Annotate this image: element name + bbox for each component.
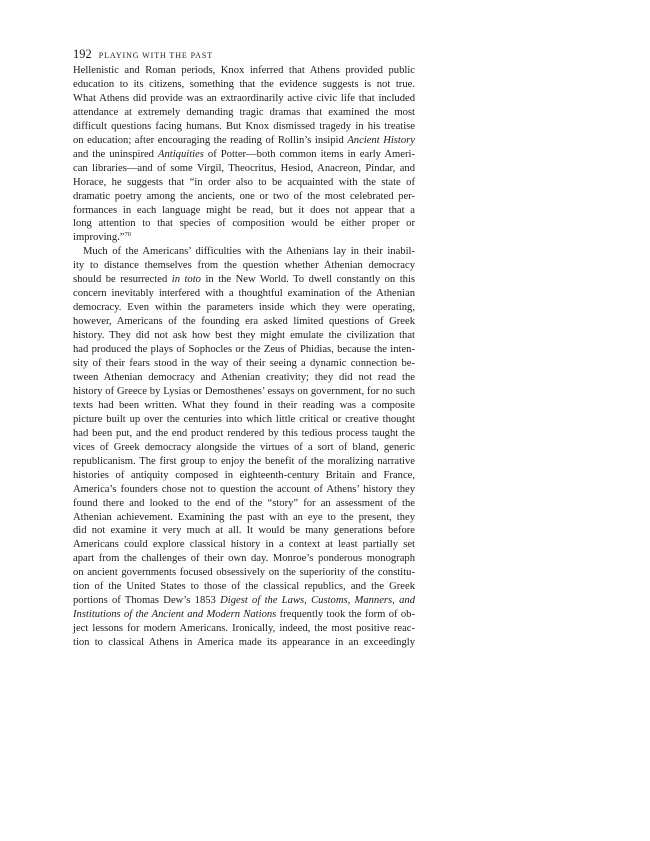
text-line xyxy=(73,148,415,162)
italic-text: Ancient History xyxy=(347,134,415,146)
text-line xyxy=(73,483,415,497)
text-run: history. They did not ask how best they might emulate the civilization that xyxy=(73,330,415,342)
text-run: tion to classical Athens in America made its appearance in an exceedingly xyxy=(73,637,415,649)
text-run: had been put, and the end product rendered by this tedious process taught the xyxy=(73,427,415,439)
text-run: found there and looked to the end of the “story” for an assessment of the xyxy=(73,497,415,509)
text-line xyxy=(73,231,415,245)
text-line xyxy=(73,162,415,176)
text-run: on education; after encouraging the reading of Rollin’s insipid xyxy=(73,134,348,146)
book-page xyxy=(73,44,415,650)
text-run: however, Americans of the founding era asked limited questions of Greek xyxy=(73,316,415,328)
text-line xyxy=(73,552,415,566)
text-line xyxy=(73,343,415,357)
text-line xyxy=(73,106,415,120)
text-run: portions of Thomas Dew’s 1853 xyxy=(73,595,221,607)
running-head-title: PLAYING WITH THE PAST xyxy=(98,51,213,60)
text-run: picture built up over the centuries into which little critical or creative thought xyxy=(73,413,415,425)
text-run: Athenian achievement. Examining the past with an eye to the present, they xyxy=(73,511,415,523)
text-run: texts had been written. What they found in their reading was a composite xyxy=(73,399,415,411)
text-line xyxy=(73,176,415,190)
text-run: tion of the United States to those of the classical republics, and the Greek xyxy=(73,581,415,593)
italic-text: Institutions of the Ancient and Modern Nations xyxy=(73,609,277,621)
text-line xyxy=(73,287,415,301)
text-run: education to its citizens, something that the evidence suggests is not true. xyxy=(73,78,415,90)
text-line xyxy=(73,357,415,371)
text-line xyxy=(73,120,415,134)
text-run: tween Athenian democracy and Athenian creativity; they did not read the xyxy=(73,371,415,383)
text-line xyxy=(73,469,415,483)
text-line xyxy=(73,245,415,259)
text-run: in the New World. To dwell constantly on this xyxy=(200,274,416,286)
text-line xyxy=(73,455,415,469)
text-line xyxy=(73,511,415,525)
text-run: concern inevitably interfered with a thoughtful examination of the Athenian xyxy=(73,288,415,300)
text-run: frequently took the form of ob- xyxy=(276,609,415,621)
text-line xyxy=(73,190,415,204)
text-line xyxy=(73,204,415,218)
text-run: sity of their fears stood in the way of their seeing a dynamic connection be- xyxy=(73,358,415,370)
text-line xyxy=(73,580,415,594)
text-line xyxy=(73,622,415,636)
text-line xyxy=(73,427,415,441)
italic-text: Digest of the Laws, Customs, Manners, and xyxy=(220,595,415,607)
text-line xyxy=(73,78,415,92)
text-line xyxy=(73,524,415,538)
text-line xyxy=(73,92,415,106)
text-run: of Potter—both common items in early Ameri- xyxy=(203,148,415,160)
text-run: on ancient governments focused obsessively on the superiority of the constitu- xyxy=(73,567,415,579)
text-line xyxy=(73,566,415,580)
text-line xyxy=(73,608,415,622)
text-run: dramatic poetry among the ancients, one or two of the most celebrated per- xyxy=(73,190,415,202)
text-run: ject lessons for modern Americans. Ironically, indeed, the most positive reac- xyxy=(73,623,415,635)
text-line xyxy=(73,301,415,315)
text-line xyxy=(73,399,415,413)
text-line xyxy=(73,441,415,455)
text-run: improving.” xyxy=(73,232,125,244)
text-run: republicanism. The first group to enjoy the benefit of the moralizing narrative xyxy=(73,455,415,467)
text-line xyxy=(73,329,415,343)
body-text xyxy=(73,64,415,650)
text-line xyxy=(73,385,415,399)
italic-text: Antiquities xyxy=(158,148,204,160)
text-run: difficult questions facing humans. But Knox dismissed tragedy in his treatise xyxy=(73,120,415,132)
text-run: America’s founders chose not to question the account of Athens’ history they xyxy=(73,483,415,495)
text-run: long attention to that species of composition would be either proper or xyxy=(73,218,415,230)
text-run: ity to distance themselves from the question whether Athenian democracy xyxy=(73,260,415,272)
text-run: did not examine it very much at all. It would be many generations before xyxy=(73,525,415,537)
text-line xyxy=(73,217,415,231)
text-line xyxy=(73,497,415,511)
text-run: Much of the Americans’ difficulties with the Athenians lay in their inabil- xyxy=(83,246,415,258)
text-run: attendance at extremely demanding tragic dramas that examined the most xyxy=(73,106,415,118)
italic-text: in toto xyxy=(171,274,201,286)
text-line xyxy=(73,636,415,650)
text-line xyxy=(73,413,415,427)
text-line xyxy=(73,315,415,329)
text-run: Americans could explore classical history in a context at least partially set xyxy=(73,539,415,551)
text-run: can libraries—and of some Virgil, Theocritus, Hesiod, Anacreon, Pindar, and xyxy=(73,162,415,174)
text-line xyxy=(73,259,415,273)
text-run: history of Greece by Lysias or Demosthenes’ essays on government, for no such xyxy=(73,385,415,397)
text-run: histories of antiquity composed in eighteenth-century Britain and France, xyxy=(73,469,415,481)
text-run: Horace, he suggests that “in order also to be acquainted with the state of xyxy=(73,176,415,188)
text-run: should be resurrected xyxy=(73,274,172,286)
text-line xyxy=(73,538,415,552)
text-run: vices of Greek democracy alongside the virtues of a sort of bland, generic xyxy=(73,441,415,453)
text-run: What Athens did provide was an extraordinarily active civic life that included xyxy=(73,92,415,104)
text-run: formances in each language might be read, but it does not appear that a xyxy=(73,204,415,216)
text-run: Hellenistic and Roman periods, Knox inferred that Athens provided public xyxy=(73,65,415,76)
text-run: democracy. Even within the parameters inside which they were operating, xyxy=(73,302,415,314)
footnote-ref: 70 xyxy=(124,231,131,239)
running-head xyxy=(73,44,415,64)
text-run: and the uninspired xyxy=(73,148,158,160)
text-run: apart from the challenges of their own day. Monroe’s ponderous monograph xyxy=(73,553,415,565)
text-line xyxy=(73,371,415,385)
text-run: had produced the plays of Sophocles or the Zeus of Phidias, because the inten- xyxy=(73,344,415,356)
text-line xyxy=(73,594,415,608)
page-number: 192 xyxy=(73,47,92,61)
text-line xyxy=(73,273,415,287)
text-line xyxy=(73,64,415,78)
text-line xyxy=(73,134,415,148)
